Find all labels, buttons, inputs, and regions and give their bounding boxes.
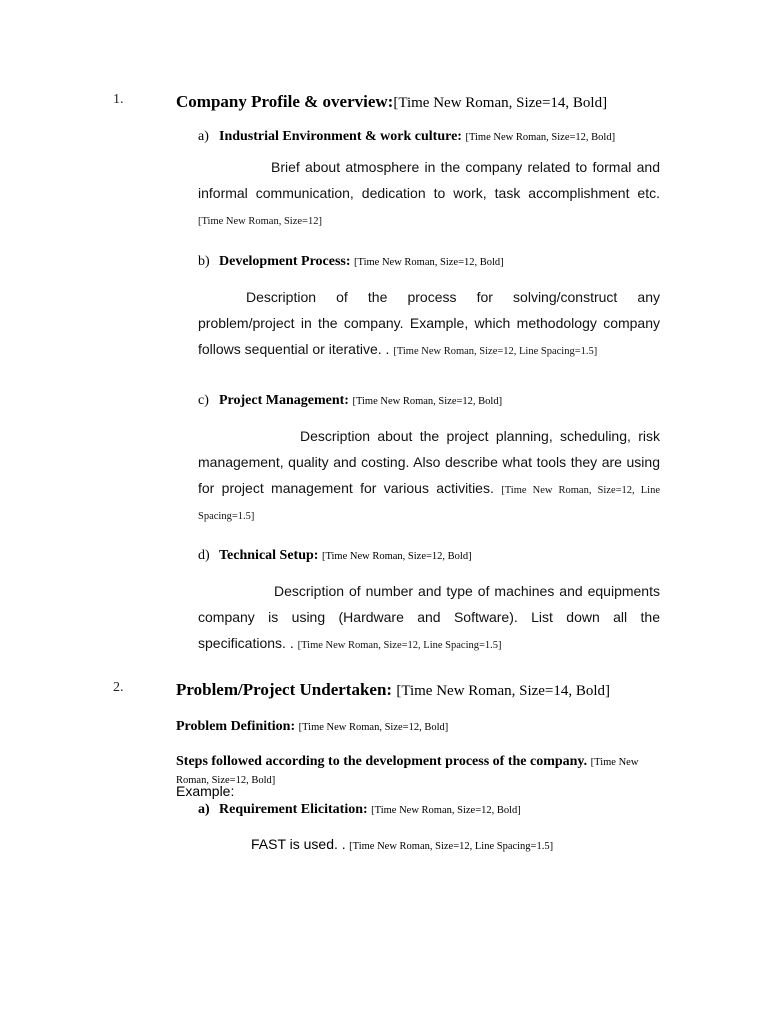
steps-note: [Time New Roman, Size=12, Bold] xyxy=(176,757,639,786)
section-2-number: 2. xyxy=(113,680,124,695)
steps-heading xyxy=(176,753,666,789)
subsection-d-letter: d) xyxy=(198,548,210,563)
requirement-elicitation-text: FAST is used. . xyxy=(251,836,346,852)
section-1-heading xyxy=(176,92,607,112)
subsection-b-body-note: [Time New Roman, Size=12, Line Spacing=1.5] xyxy=(393,346,598,357)
subsection-a-body-note: [Time New Roman, Size=12] xyxy=(198,216,322,227)
section-1-number: 1. xyxy=(113,92,124,107)
subsection-d-heading xyxy=(198,548,472,564)
requirement-elicitation-title: Requirement Elicitation: xyxy=(219,802,368,817)
subsection-c-text: Description about the project planning, scheduling, risk management, quality and costing. Also describe what tools they are using for project management for various activities. xyxy=(198,428,660,496)
subsection-c-body-note: [Time New Roman, Size=12, Line Spacing=1.5] xyxy=(198,485,661,522)
subsection-b-body xyxy=(198,284,660,365)
requirement-elicitation-note: [Time New Roman, Size=12, Bold] xyxy=(371,805,521,816)
problem-definition-title: Problem Definition: xyxy=(176,719,296,734)
subsection-a-note: [Time New Roman, Size=12, Bold] xyxy=(465,132,616,143)
subsection-b-text: Description of the process for solving/construct any problem/project in the company. Example, which methodology company follows sequential or iterative. . xyxy=(198,289,660,357)
subsection-a-letter: a) xyxy=(198,129,209,144)
subsection-a-text: Brief about atmosphere in the company related to formal and informal communication, dedication to work, task accomplishment etc. xyxy=(198,159,660,201)
subsection-b-title: Development Process: xyxy=(219,254,351,269)
section-2-title: Problem/Project Undertaken: xyxy=(176,680,393,699)
subsection-a-heading xyxy=(198,129,615,145)
subsection-d-note: [Time New Roman, Size=12, Bold] xyxy=(321,551,472,562)
section-1-note: [Time New Roman, Size=14, Bold] xyxy=(393,95,608,111)
subsection-d-title: Technical Setup: xyxy=(219,548,319,563)
requirement-elicitation-letter: a) xyxy=(198,802,210,817)
section-2-note: [Time New Roman, Size=14, Bold] xyxy=(396,683,611,699)
subsection-b-note: [Time New Roman, Size=12, Bold] xyxy=(354,257,504,268)
requirement-elicitation-heading xyxy=(198,802,521,818)
section-1-title: Company Profile & overview: xyxy=(176,92,394,111)
problem-definition-heading xyxy=(176,719,448,735)
requirement-elicitation-body xyxy=(251,836,553,854)
subsection-c-title: Project Management: xyxy=(219,393,349,408)
subsection-d-body-note: [Time New Roman, Size=12, Line Spacing=1.5] xyxy=(297,640,502,651)
section-2-heading xyxy=(176,680,610,700)
subsection-d-body xyxy=(198,578,660,659)
subsection-c-body xyxy=(198,423,660,527)
example-label: Example: xyxy=(176,783,235,799)
subsection-b-heading xyxy=(198,254,504,270)
subsection-a-body xyxy=(198,154,660,232)
subsection-c-letter: c) xyxy=(198,393,209,408)
subsection-b-letter: b) xyxy=(198,254,210,269)
subsection-c-heading xyxy=(198,393,502,409)
subsection-c-note: [Time New Roman, Size=12, Bold] xyxy=(352,396,503,407)
steps-title: Steps followed according to the development process of the company. xyxy=(176,754,588,769)
problem-definition-note: [Time New Roman, Size=12, Bold] xyxy=(298,722,449,733)
subsection-a-title: Industrial Environment & work culture: xyxy=(219,129,462,144)
requirement-elicitation-body-note: [Time New Roman, Size=12, Line Spacing=1.5] xyxy=(349,841,554,852)
subsection-d-text: Description of number and type of machines and equipments company is using (Hardware and Software). List down all the specifications. . xyxy=(198,583,660,651)
